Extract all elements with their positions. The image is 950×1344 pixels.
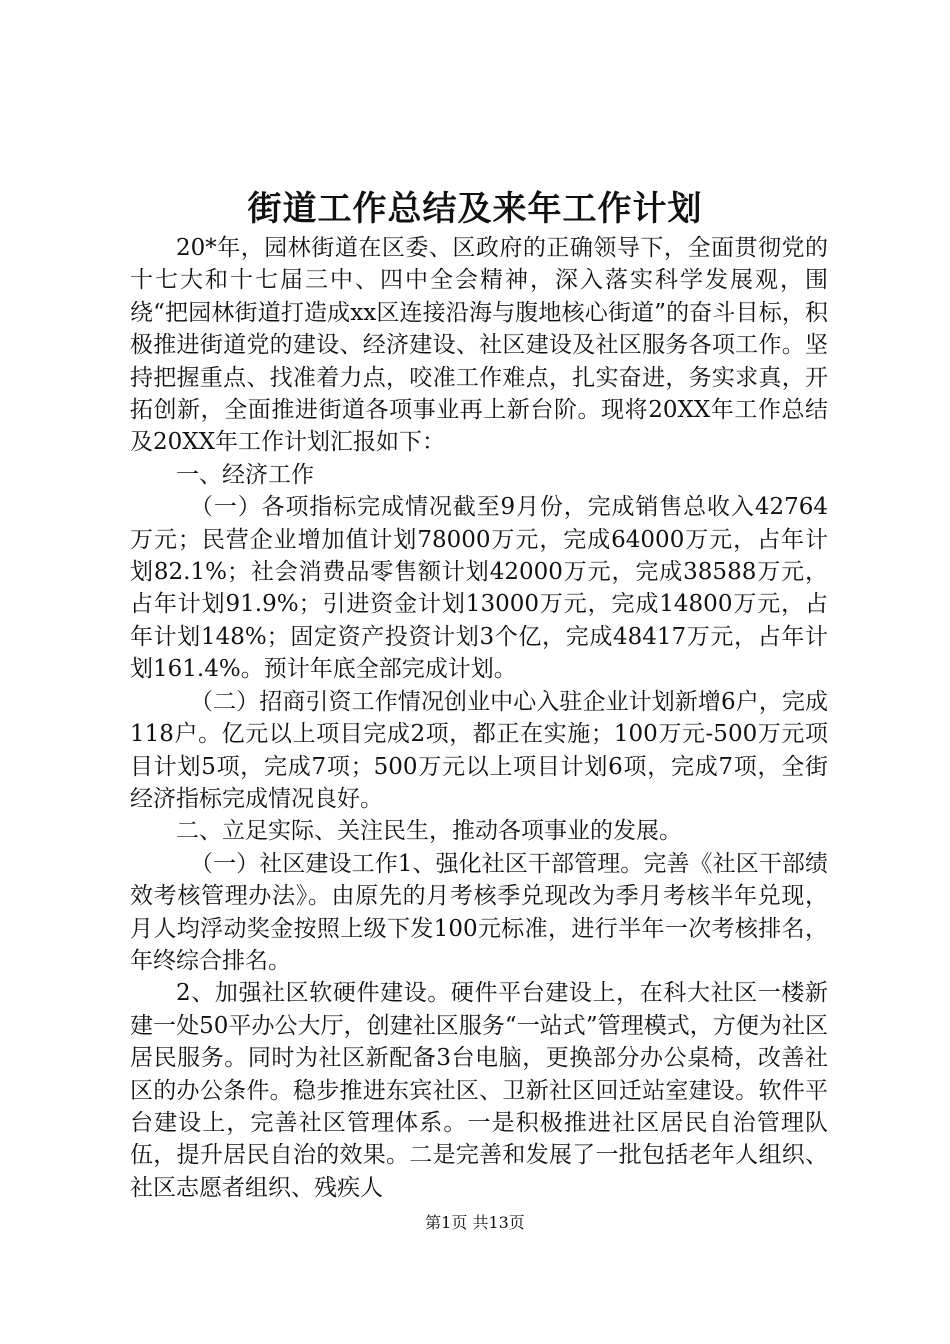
- page-footer: 第1页 共13页: [425, 1213, 525, 1232]
- paragraph-community-management: （一）社区建设工作1、强化社区干部管理。完善《社区干部绩效考核管理办法》。由原先的月考核季兑现改为季月考核半年兑现，月人均浮动奖金按照上级下发100元标准，进行半年一次考核排名，年终综合排名。: [130, 850, 828, 974]
- paragraph-indicators: （一）各项指标完成情况截至9月份，完成销售总收入42764万元；民营企业增加值计划78000万元，完成64000万元，占年计划82.1%；社会消费品零售额计划42000万元，完成38588万元，占年计划91.9%；引进资金计划13000万元，完成14800万元，占年计划148%；固定资产投资计划3个亿，完成48417万元，占年计划161.4%。预计年底全部完成计划。: [130, 494, 828, 683]
- heading-livelihood: 二、立足实际、关注民生，推动各项事业的发展。: [176, 818, 682, 845]
- paragraph-investment: （二）招商引资工作情况创业中心入驻企业计划新增6户，完成118户。亿元以上项目完成2项，都正在实施；100万元-500万元项目计划5项，完成7项；500万元以上项目计划6项，完成7项，全街经济指标完成情况良好。: [130, 688, 828, 812]
- heading-economic-work: 一、经济工作: [176, 461, 314, 488]
- document-title: 街道工作总结及来年工作计划: [247, 189, 703, 229]
- document-body: [130, 232, 828, 1204]
- paragraph-community-construction: 2、加强社区软硬件建设。硬件平台建设上，在科大社区一楼新建一处50平办公大厅，创建社区服务“一站式”管理模式，方便为社区居民服务。同时为社区新配备3台电脑，更换部分办公桌椅，改善社区的办公条件。稳步推进东宾社区、卫新社区回迁站室建设。软件平台建设上，完善社区管理体系。一是积极推进社区居民自治管理队伍，提升居民自治的效果。二是完善和发展了一批包括老年人组织、社区志愿者组织、残疾人: [130, 980, 828, 1201]
- paragraph-intro: 20*年，园林街道在区委、区政府的正确领导下，全面贯彻党的十七大和十七届三中、四中全会精神，深入落实科学发展观，围绕“把园林街道打造成xx区连接沿海与腹地核心街道”的奋斗目标，积极推进街道党的建设、经济建设、社区建设及社区服务各项工作。坚持把握重点、找准着力点，咬准工作难点，扎实奋进，务实求真，开拓创新，全面推进街道各项事业再上新台阶。现将20XX年工作总结及20XX年工作计划汇报如下：: [130, 235, 828, 456]
